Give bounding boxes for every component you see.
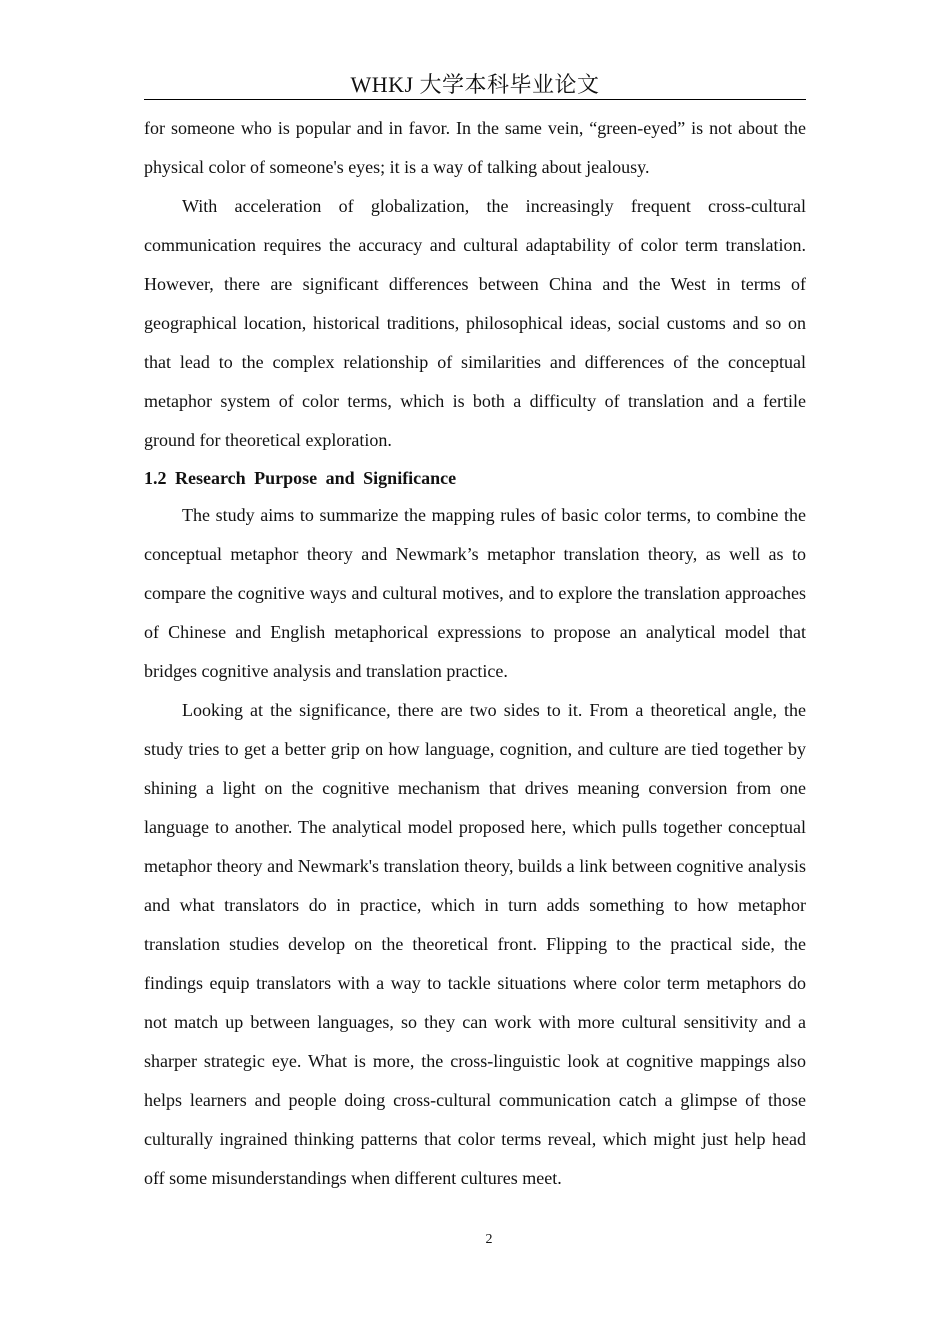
paragraph-significance: Looking at the significance, there are two sides to it. From a theoretical angle, the study tries to get a better grip on how language, cognition, and culture are tied together by shining a light on the cognitive mechanism that drives meaning conversion from one language to another. The analytical model proposed here, which pulls together conceptual metaphor theory and Newmark's translation theory, builds a link between cognitive analysis and what translators do in practice, which in turn adds something to how metaphor translation studies develop on the theoretical front. Flipping to the practical side, the findings equip translators with a way to tackle situations where color term metaphors do not match up between languages, so they can work with more cultural sensitivity and a sharper strategic eye. What is more, the cross-linguistic look at cognitive mappings also helps learners and people doing cross-cultural communication catch a glimpse of those culturally ingrained thinking patterns that color terms reveal, which might just help head off some misunderstandings when different cultures meet. [144,700,806,1188]
page-header-title: WHKJ 大学本科毕业论文 [350,72,600,97]
body-text [144,109,806,1198]
paragraph-continuation: for someone who is popular and in favor. In the same vein, “green-eyed” is not about the physical color of someone's eyes; it is a way of talking about jealousy. [144,118,806,177]
page-number: 2 [485,1232,493,1247]
header-divider [144,99,806,100]
section-heading: 1.2 Research Purpose and Significance [144,468,457,488]
paragraph-globalization: With acceleration of globalization, the increasingly frequent cross-cultural communication requires the accuracy and cultural adaptability of color term translation. However, there are significant differences between China and the West in terms of geographical location, historical traditions, philosophical ideas, social customs and so on that lead to the complex relationship of similarities and differences of the conceptual metaphor system of color terms, which is both a difficulty of translation and a fertile ground for theoretical exploration. [144,196,806,450]
paragraph-purpose: The study aims to summarize the mapping rules of basic color terms, to combine the conceptual metaphor theory and Newmark’s metaphor translation theory, as well as to compare the cognitive ways and cultural motives, and to explore the translation approaches of Chinese and English metaphorical expressions to propose an analytical model that bridges cognitive analysis and translation practice. [144,505,806,681]
